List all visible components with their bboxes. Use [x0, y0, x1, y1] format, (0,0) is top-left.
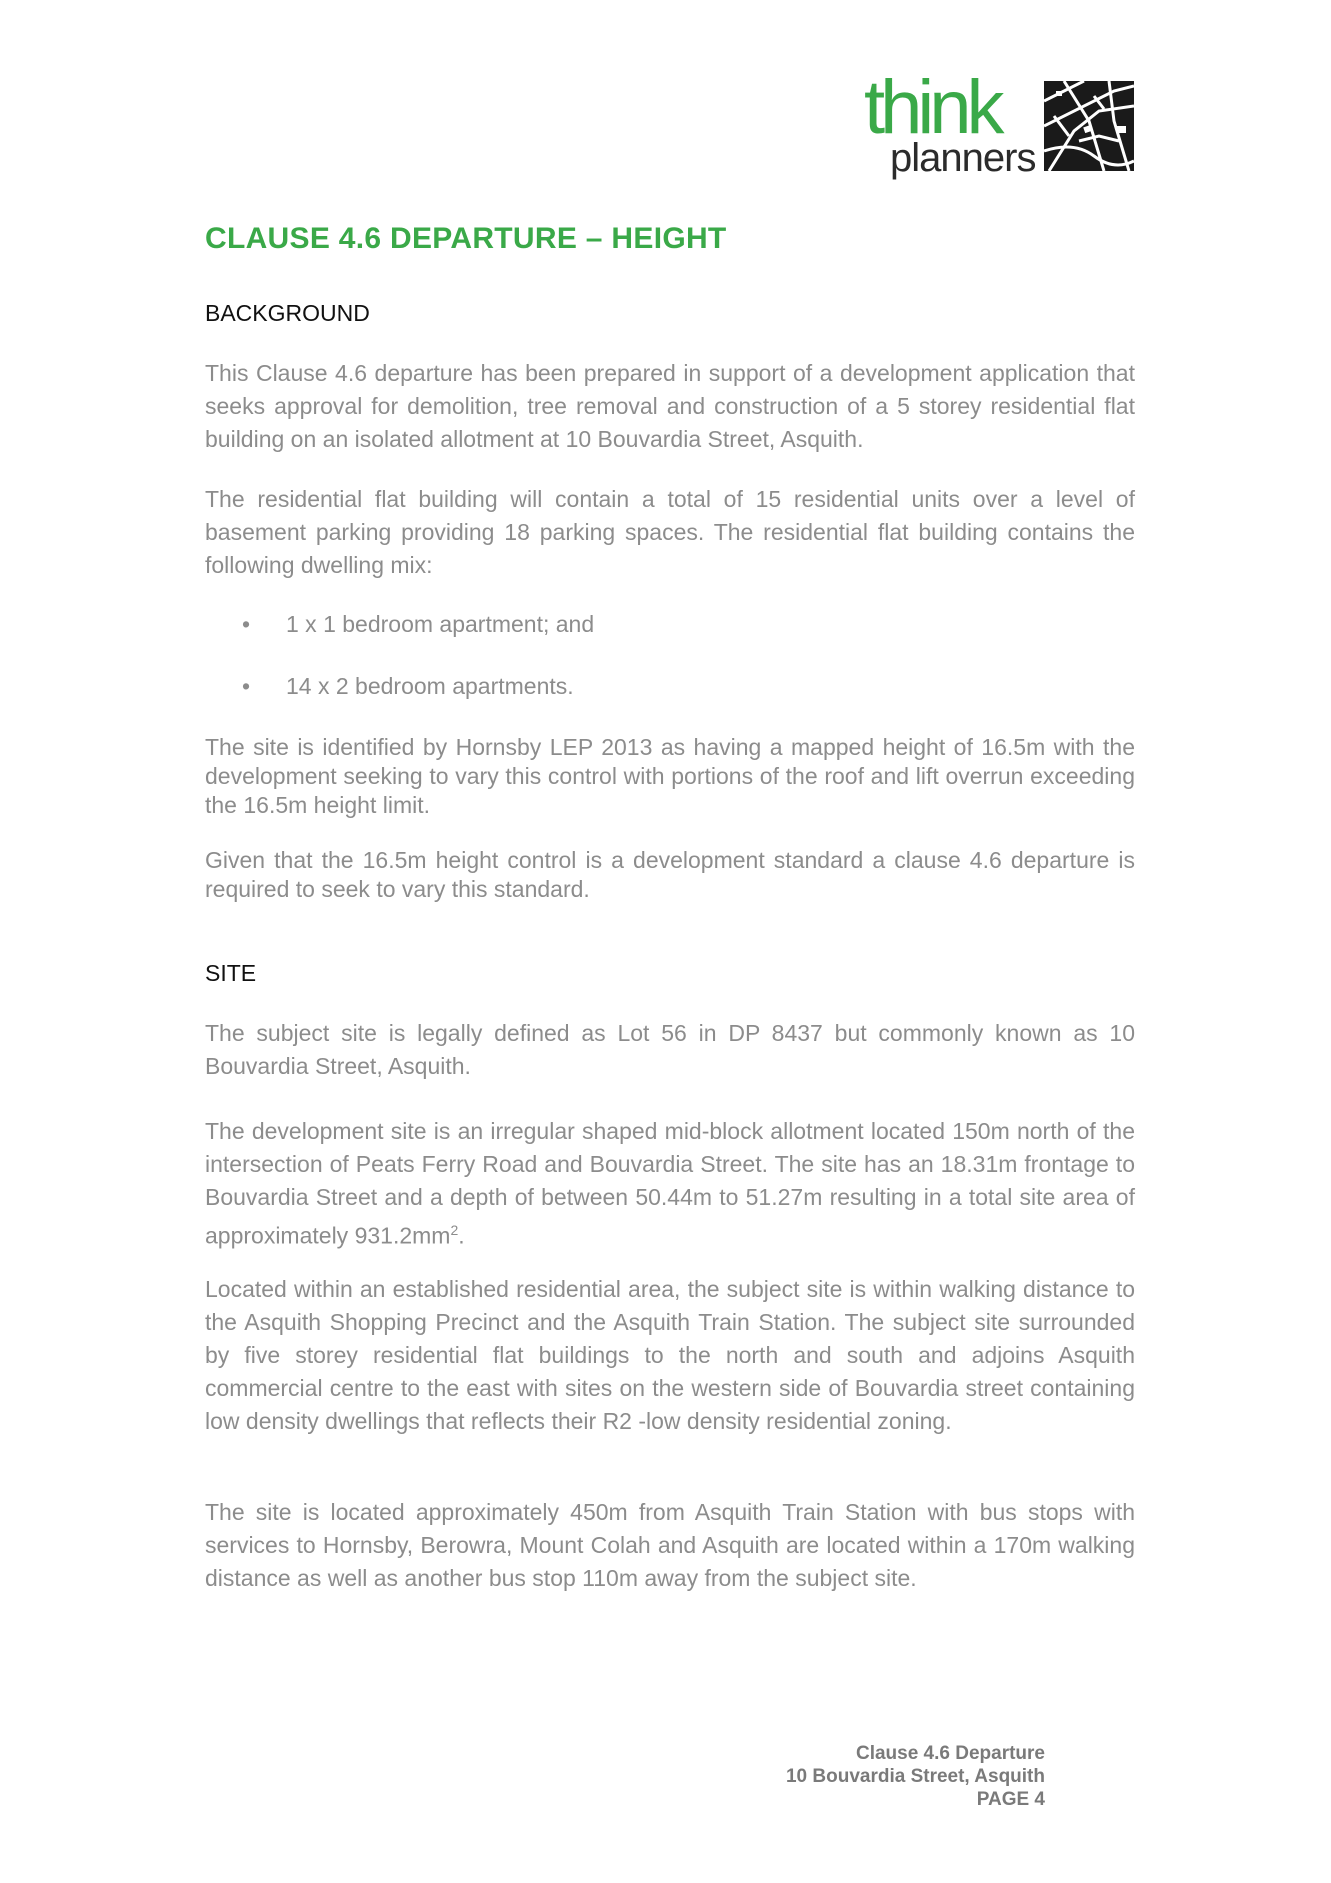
logo-word-planners: planners — [890, 136, 1036, 180]
site-paragraph-4: The site is located approximately 450m from Asquith Train Station with bus stops with services to Hornsby, Berowra, Mount Colah and Asquith are located within a 170m walking distance as well as another bus stop 110m away from the subject site. — [205, 1499, 1135, 1591]
background-paragraph-2: The residential flat building will contain a total of 15 residential units over a level of basement parking providing 18 parking spaces. The residential flat building contains the following dwelling mix: — [205, 486, 1135, 578]
footer-page-number: PAGE 4 — [976, 1789, 1045, 1810]
logo-word-think: think — [864, 65, 1000, 150]
background-paragraph-3: The site is identified by Hornsby LEP 2013 as having a mapped height of 16.5m with the development seeking to vary this control with portions of the roof and lift overrun exceeding the 16.5m height limit. — [205, 734, 1135, 818]
think-planners-logo — [864, 65, 1134, 180]
street-map-icon — [1044, 81, 1134, 171]
bullet-icon: • — [242, 611, 251, 637]
site-paragraph-2: The development site is an irregular shaped mid-block allotment located 150m north of the intersection of Peats Ferry Road and Bouvardia Street. The site has an 18.31m frontage to Bouvardia Street and a depth of between 50.44m to 51.27m resulting in a total site area of approximately $931.2mm^2$. — [205, 1118, 1135, 1249]
background-paragraph-4: Given that the 16.5m height control is a development standard a clause 4.6 departure is required to seek to vary this standard. — [205, 847, 1135, 902]
site-paragraph-3: Located within an established residential area, the subject site is within walking distance to the Asquith Shopping Precinct and the Asquith Train Station. The subject site surrounded by five storey residential flat buildings to the north and south and adjoins Asquith commercial centre to the east with sites on the western side of Bouvardia street containing low density dwellings that reflects their R2 -low density residential zoning. — [205, 1276, 1135, 1434]
site-paragraph-1: The subject site is legally defined as Lot 56 in DP 8437 but commonly known as 10 Bouvardia Street, Asquith. — [205, 1020, 1135, 1079]
background-paragraph-1: This Clause 4.6 departure has been prepared in support of a development application that seeks approval for demolition, tree removal and construction of a 5 storey residential flat building on an isolated allotment at 10 Bouvardia Street, Asquith. — [205, 360, 1135, 452]
section-heading-background: BACKGROUND — [205, 300, 370, 326]
page-title: CLAUSE 4.6 DEPARTURE – HEIGHT — [205, 222, 727, 255]
footer-address: 10 Bouvardia Street, Asquith — [785, 1766, 1045, 1787]
bullet-icon: • — [242, 673, 251, 699]
section-heading-site: SITE — [205, 960, 257, 986]
footer-document-title: Clause 4.6 Departure — [855, 1743, 1045, 1764]
page-footer — [786, 1742, 1045, 1811]
